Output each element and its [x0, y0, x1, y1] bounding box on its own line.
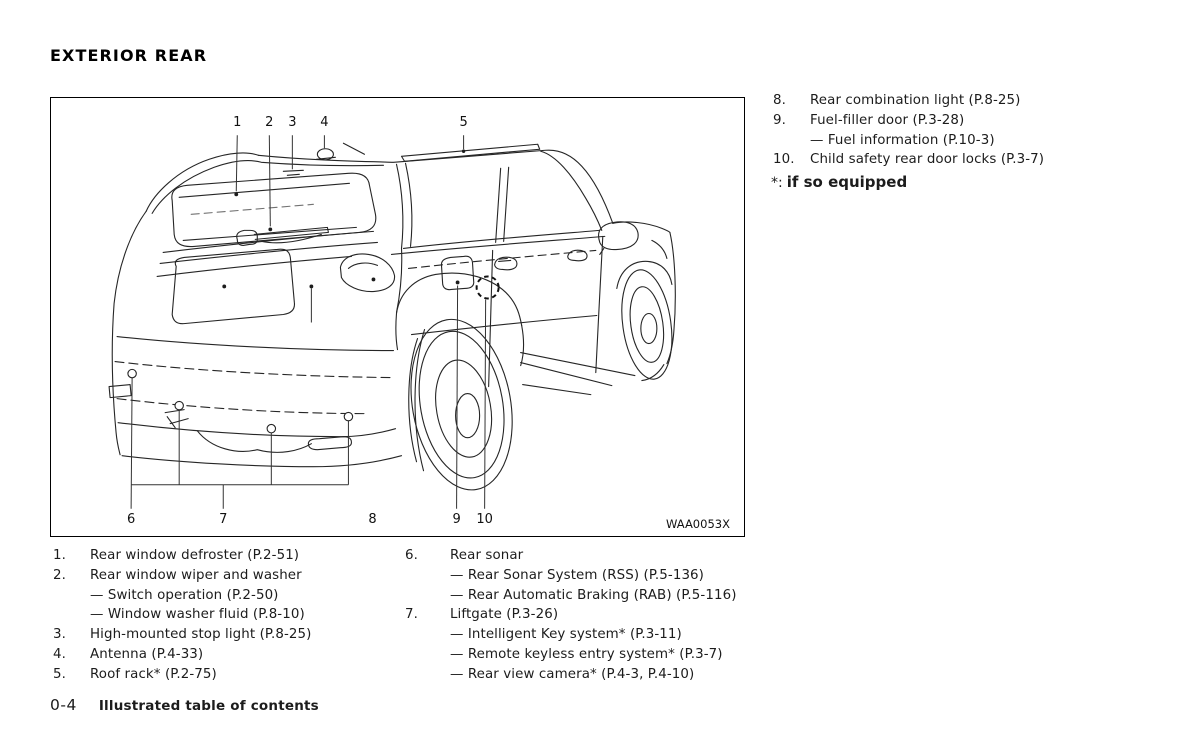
- footnote-marker: *:: [771, 175, 783, 191]
- legend-subitem: — Intelligent Key system* (P.3-11): [450, 627, 682, 643]
- footnote-text: if so equipped: [786, 173, 908, 191]
- legend-subitem: — Rear view camera* (P.4-3, P.4-10): [450, 666, 695, 682]
- page-footer: [50, 695, 319, 714]
- callout-number-1: 1: [233, 115, 242, 131]
- legend-item: 10. Child safety rear door locks (P.3-7): [773, 152, 1045, 168]
- front-wheel-shape: [615, 267, 678, 383]
- callout-number-9: 9: [452, 511, 461, 527]
- callout-numbers: [127, 115, 493, 527]
- legend-subitem: — Remote keyless entry system* (P.3-7): [450, 646, 723, 662]
- figure-code-label: WAA0053X: [666, 516, 730, 531]
- legend-right-column: [773, 91, 1083, 170]
- callout-number-2: 2: [265, 115, 274, 131]
- vehicle-diagram: [51, 98, 744, 536]
- legend-item: 3. High-mounted stop light (P.8-25): [53, 627, 312, 643]
- side-mirror-shape: [599, 222, 639, 250]
- legend-subitem: — Rear Sonar System (RSS) (P.5-136): [450, 567, 705, 583]
- legend-item: 6. Rear sonar: [405, 548, 524, 563]
- figure-box: [50, 97, 745, 537]
- rear-combination-light-shape: [340, 254, 394, 292]
- legend-subitem: — Fuel information (P.10-3): [810, 132, 995, 148]
- legend-item: 4. Antenna (P.4-33): [53, 646, 204, 662]
- callout-number-7: 7: [219, 511, 228, 527]
- page-title: EXTERIOR REAR: [50, 46, 208, 65]
- callout-leaders: [131, 135, 486, 509]
- sonar-sensor-circles: [128, 369, 353, 432]
- legend-subitem: — Rear Automatic Braking (RAB) (P.5-116): [450, 587, 737, 603]
- callout-number-10: 10: [476, 511, 493, 527]
- legend-subitem: — Window washer fluid (P.8-10): [90, 607, 305, 623]
- stop-light-shape: [283, 170, 303, 175]
- callout-number-4: 4: [320, 115, 329, 131]
- car-drawing: [109, 143, 678, 498]
- legend-middle-column: [405, 546, 750, 685]
- callout-number-8: 8: [368, 511, 377, 527]
- page-number: 0-4: [50, 696, 77, 714]
- footer-section-title: Illustrated table of contents: [98, 698, 319, 714]
- callout-number-5: 5: [459, 115, 468, 131]
- child-safety-lock-dashed-circle: [477, 276, 499, 298]
- legend-item: 1. Rear window defroster (P.2-51): [53, 548, 300, 563]
- legend-item: 2. Rear window wiper and washer: [53, 567, 302, 583]
- legend-left-column: [53, 546, 403, 685]
- legend-item: 9. Fuel-filler door (P.3-28): [773, 112, 965, 128]
- legend-item: 7. Liftgate (P.3-26): [405, 607, 559, 623]
- footnote: [771, 173, 907, 191]
- callout-end-dots: [222, 150, 465, 289]
- legend-item: 5. Roof rack* (P.2-75): [53, 666, 217, 682]
- callout-number-3: 3: [288, 115, 297, 131]
- legend-item: 8. Rear combination light (P.8-25): [773, 93, 1021, 108]
- legend-subitem: — Switch operation (P.2-50): [90, 587, 279, 603]
- rear-wheel-shape: [398, 311, 525, 498]
- callout-number-6: 6: [126, 511, 136, 527]
